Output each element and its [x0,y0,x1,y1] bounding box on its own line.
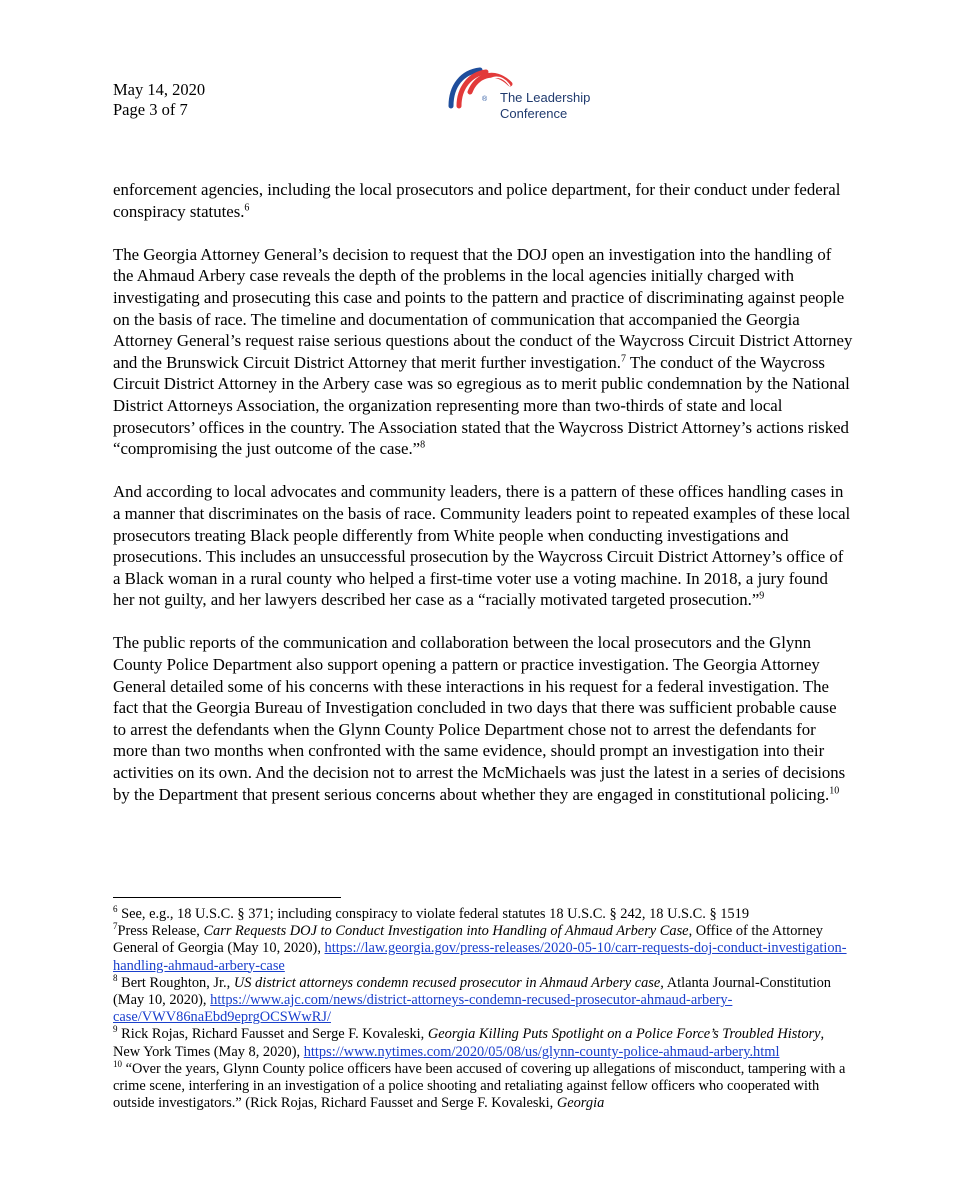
footnote-8: $^8$ Bert Roughton, Jr., US district attorneys condemn recused prosecutor in Ahmaud Arbery case, Atlanta Journal-Constitution (May 10, 2020), https://www.ajc.com/news/district-attorneys-condemn-recused-prosecutor-ahmaud-arbery-case/VWV86naEbd9eprgOCSWwRJ/ [113,973,831,1026]
footnote-ref-10: 10 [829,785,840,797]
footnote-7: $^7$Press Release, Carr Requests DOJ to Conduct Investigation into Handling of Ahmaud Arbery Case, Office of the Attorney General of Georgia (May 10, 2020), https://law.georgia.gov/press-releases/2020-05-10/carr-requests-doj-conduct-investigation-handling-ahmaud-arbery-case [113,921,847,974]
paragraph-2: The Georgia Attorney General’s decision to request that the DOJ open an investigation into the handling of the Ahmaud Arbery case reveals the depth of the problems in the local agencies initially charged with investigating and prosecuting this case and points to the pattern and practice of discriminating against people on the basis of race. The timeline and documentation of communication that accompanied the Georgia Attorney General’s request raise serious questions about the conduct of the Waycross Circuit District Attorney and the Brunswick Circuit District Attorney that merit further investigation.$^7$ The conduct of the Waycross Circuit District Attorney in the Arbery case was so egregious as to merit public condemnation by the National District Attorneys Association, the organization representing more than two-thirds of state and local prosecutors’ offices in the country. The Association stated that the Waycross District Attorney’s actions risked “compromising the just outcome of the case.”$^8$ [113,244,853,459]
registered-mark: ® [482,96,488,103]
footnote-ref-9: 9 [759,590,765,602]
footnote-9: $^9$ Rick Rojas, Richard Fausset and Serge F. Kovaleski, Georgia Killing Puts Spotlight on a Police Force’s Troubled History, New York Times (May 8, 2020), https://www.nytimes.com/2020/05/08/us/glynn-county-police-ahmaud-arbery.html [113,1024,825,1060]
logo-line-2: Conference [500,105,568,121]
footnote-ref-7: 7 [621,353,626,365]
leadership-conference-logo [446,62,606,124]
logo-text [500,90,590,121]
footnote-ref-8: 8 [420,439,426,451]
paragraph-3: And according to local advocates and community leaders, there is a pattern of these offices handling cases in a manner that discriminates on the basis of race. Community leaders point to repeated examples of these local prosecutors treating Black people differently from White people when conducting investigations and prosecutions. This includes an unsuccessful prosecution by the Waycross Circuit District Attorney’s office of a Black woman in a rural county who helped a first-time voter use a voting machine. In 2018, a jury found her not guilty, and her lawyers described her case as a “racially motivated targeted prosecution.”$^9$ [113,482,851,610]
letter-date: May 14, 2020 [113,80,206,99]
page-number: Page 3 of 7 [113,100,188,119]
paragraph-4: The public reports of the communication and collaboration between the local prosecutors and the Glynn County Police Department also support opening a pattern or practice investigation. The Georgia Attorney General detailed some of his concerns with these interactions in his request for a federal investigation. The fact that the Georgia Bureau of Investigation concluded in two days that there was sufficient probable cause to arrest the defendants when the Glynn County Police Department chose not to arrest the defendants for more than two months when confronted with the same evidence, should prompt an investigation into their activities on its own. And the decision not to arrest the McMichaels was just the latest in a series of decisions by the Department that present serious concerns about whether they are engaged in constitutional policing.$^{10}$ [113,633,846,804]
footnote-7-link[interactable]: https://law.georgia.gov/press-releases/2020-05-10/carr-requests-doj-conduct-investigation-handling-ahmaud-arbery-case [113,940,847,974]
logo-line-1: The Leadership [500,90,591,105]
footnote-8-link[interactable]: https://www.ajc.com/news/district-attorneys-condemn-recused-prosecutor-ahmaud-arbery-case/VWV86naEbd9eprgOCSWwRJ/ [113,992,733,1026]
footnotes [113,906,853,1112]
footnote-9-link[interactable]: https://www.nytimes.com/2020/05/08/us/glynn-county-police-ahmaud-arbery.html [303,1043,780,1060]
letter-body [113,179,853,827]
letter-header [113,80,205,120]
footnote-ref-6: 6 [244,202,250,213]
footnote-10: $^{10}$ “Over the years, Glynn County police officers have been accused of covering up allegations of misconduct, tampering with a crime scene, interfering in an investigation of a police shooting and retaliating against fellow officers who cooperated with outside investigators.” (Rick Rojas, Richard Fausset and Serge F. Kovaleski, Georgia [113,1059,846,1112]
paragraph-1: enforcement agencies, including the local prosecutors and police department, for their conduct under federal conspiracy statutes.$^6$ [113,180,841,221]
footnote-6: $^6$ See, e.g., 18 U.S.C. § 371; including conspiracy to violate federal statutes 18 U.S.C. § 242, 18 U.S.C. § 1519 [113,904,750,922]
footnote-divider [113,897,341,898]
